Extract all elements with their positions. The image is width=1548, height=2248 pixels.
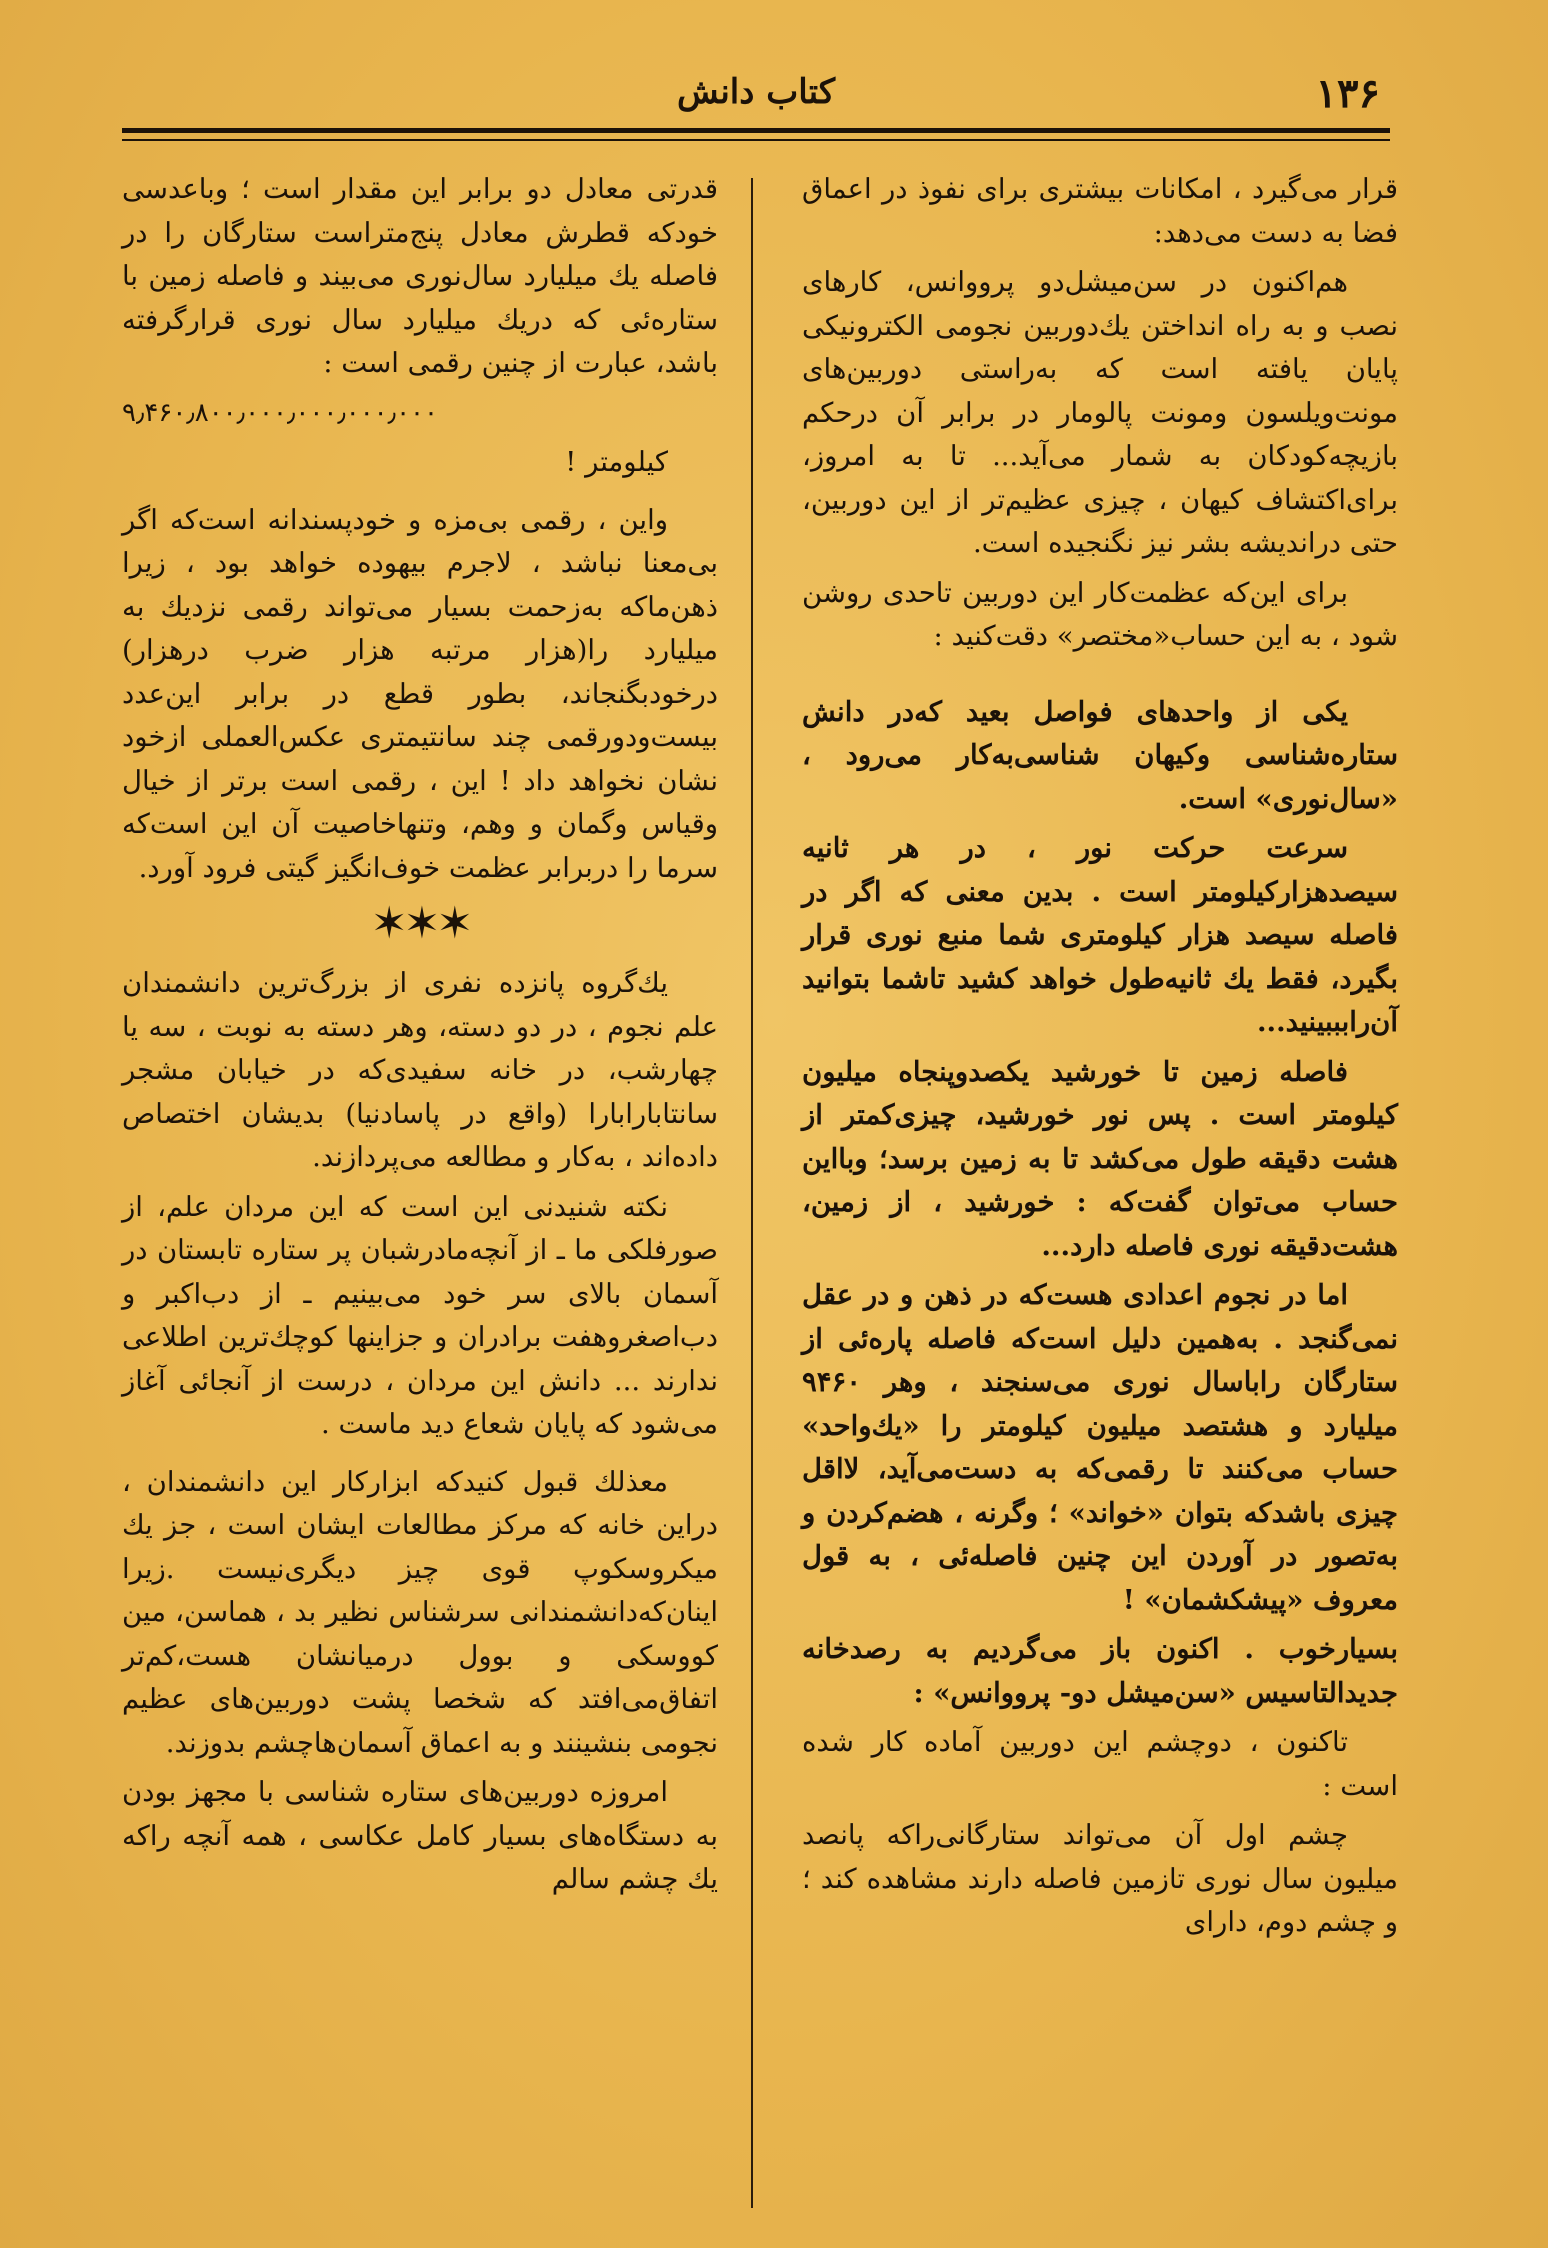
boxed-paragraph: فاصله زمین تا خورشید یکصدوپنجاه میلیون کیلومتر است . پس نور خورشید، چیزی‌کمتر از هشت دقیقه طول می‌کشد تا به زمین برسد؛ وبااین حساب می‌توان گفت‌که : خورشید ، از زمین، هشت‌دقیقه نوری فاصله دارد... (802, 1055, 1398, 1262)
paragraph: چشم اول آن می‌تواند ستارگانی‌راکه پانصد میلیون سال نوری تازمین فاصله دارند مشاهده کند ؛ و چشم دوم، دارای (802, 1819, 1398, 1938)
page-header (122, 62, 1390, 134)
paragraph: هم‌اکنون در سن‌میشل‌دو پرووانس، کارهای نصب و به راه انداختن یك‌دوربین نجومی الکترونیکی پایان یافته است که به‌راستی دوربین‌های مونت‌ویلسون ومونت پالومار در برابر آن درحکم بازیچه‌کودکان به شمار می‌آید... تا به امروز، برای‌اکتشاف کیهان ، چیزی عظیم‌تر از این دوربین، حتی دراندیشه بشر نیز نگنجیده است. (802, 266, 1398, 559)
number-unit: کیلومتر ! (565, 446, 668, 478)
boxed-paragraph: یکی از واحدهای فواصل بعید که‌در دانش ستاره‌شناسی وکیهان شناسی‌به‌کار می‌رود ، «سال‌نوری» است. (802, 695, 1398, 815)
section-break-stars: ✶✶✶ (370, 898, 470, 949)
paragraph: معذلك قبول کنیدکه ابزارکار این دانشمندان ، دراین خانه که مرکز مطالعات ایشان است ، جز یك میکروسکوپ قوی چیز دیگری‌نیست .زیرا اینان‌که‌دانشمندانی سرشناس نظیر بد ، هماسن، مین کووسکی و بوول درمیانشان هست،کم‌تر اتفاق‌می‌افتد که شخصا پشت دوربین‌های عظیم نجومی بنشینند و به اعماق آسمان‌هاچشم بدوزند. (122, 1465, 718, 1759)
paragraph: امروزه دوربین‌های ستاره شناسی با مجهز بودن به دستگاه‌های بسیار کامل عکاسی ، همه آنچه راکه یك چشم سالم (122, 1776, 718, 1895)
paragraph: قدرتی معادل دو برابر این مقدار است ؛ وباعدسی خودکه قطرش معادل پنج‌متراست ستارگان را در فاصله یك میلیارد سال‌نوری می‌بیند و فاصله زمین با ستاره‌ئی که دریك میلیارد سال نوری قرارگرفته باشد، عبارت از چنین رقمی است : (122, 173, 718, 379)
paragraph: نکته شنیدنی این است که این مردان علم، از صورفلکی ما ـ از آنچه‌مادرشبان پر ستاره تابستان در آسمان بالای سر خود می‌بینیم ـ از دب‌اکبر و دب‌اصغروهفت برادران و جزاینها کوچك‌ترین اطلاعی ندارند ... دانش این مردان ، درست از آنجائی آغاز می‌شود که پایان شعاع دید ماست . (122, 1190, 718, 1440)
boxed-paragraph: بسیارخوب . اکنون باز می‌گردیم به رصدخانه جدیدالتاسیس «سن‌میشل دو- پرووانس» : (802, 1633, 1398, 1709)
paragraph: یك‌گروه پانزده نفری از بزرگ‌ترین دانشمندان علم نجوم ، در دو دسته، وهر دسته به نوبت ، سه یا چهارشب، در خانه سفیدی‌که در خیابان مشجر سانتابارابارا (واقع در پاسادنیا) بدیشان اختصاص داده‌اند ، به‌کار و مطالعه می‌پردازند. (122, 967, 718, 1173)
column-divider (751, 178, 753, 2208)
large-number: ۹٫۴۶۰٫۸۰۰٫۰۰۰٫۰۰۰٫۰۰۰٫۰۰۰ (122, 397, 438, 428)
boxed-paragraph: سرعت حرکت نور ، در هر ثانیه سیصدهزارکیلومتر است . بدین معنی که اگر در فاصله سیصد هزار کیلومتری شما منبع نوری قرار بگیرد، فقط یك ثانیه‌طول خواهد کشید تاشما بتوانید آن‌رابببینید... (802, 832, 1398, 1038)
paragraph: واین ، رقمی بی‌مزه و خودپسندانه است‌که اگر بی‌معنا نباشد ، لاجرم بیهوده خواهد بود ، زیرا ذهن‌ماکه به‌زحمت بسیار می‌تواند رقمی نزدیك به میلیارد را(هزار مرتبه هزار ضرب درهزار) درخودبگنجاند، بطور قطع در برابر این‌عدد بیست‌ودورقمی چند سانتیمتری عکس‌العملی ازخود نشان نخواهد داد ! این ، رقمی است برتر از خیال وقیاس وگمان و وهم، وتنهاخاصیت آن این است‌که سرما را دربرابر عظمت خوف‌انگیز گیتی فرود آورد. (122, 503, 718, 884)
page-number: ۱۳۶ (1315, 70, 1380, 117)
running-title: کتاب دانش (676, 72, 836, 112)
paragraph: برای این‌که عظمت‌کار این دوربین تاحدی روشن شود ، به این حساب«مختصر» دقت‌کنید : (802, 576, 1398, 652)
header-rule-thick (122, 128, 1390, 133)
paragraph: قرار می‌گیرد ، امکانات بیشتری برای نفوذ در اعماق فضا به دست می‌دهد: (802, 173, 1398, 249)
left-column (122, 168, 718, 1908)
right-column (802, 168, 1398, 1951)
paragraph: تاکنون ، دوچشم این دوربین آماده کار شده است : (802, 1726, 1398, 1802)
boxed-paragraph: اما در نجوم اعدادی هست‌که در ذهن و در عقل نمی‌گنجد . به‌همین دلیل است‌که فاصله پاره‌ئی از ستارگان رابا‌سال نوری می‌سنجند ، وهر ۹۴۶۰ میلیارد و هشتصد میلیون کیلومتر را «یك‌واحد» حساب می‌کنند تا رقمی‌که به دست‌می‌آید، لااقل چیزی باشدکه بتوان «خواند» ؛ وگرنه ، هضم‌کردن و به‌تصور در آوردن این چنین فاصله‌ئی ، به قول معروف «پیشکشمان» ! (802, 1279, 1398, 1616)
header-rule-thin (122, 139, 1390, 141)
